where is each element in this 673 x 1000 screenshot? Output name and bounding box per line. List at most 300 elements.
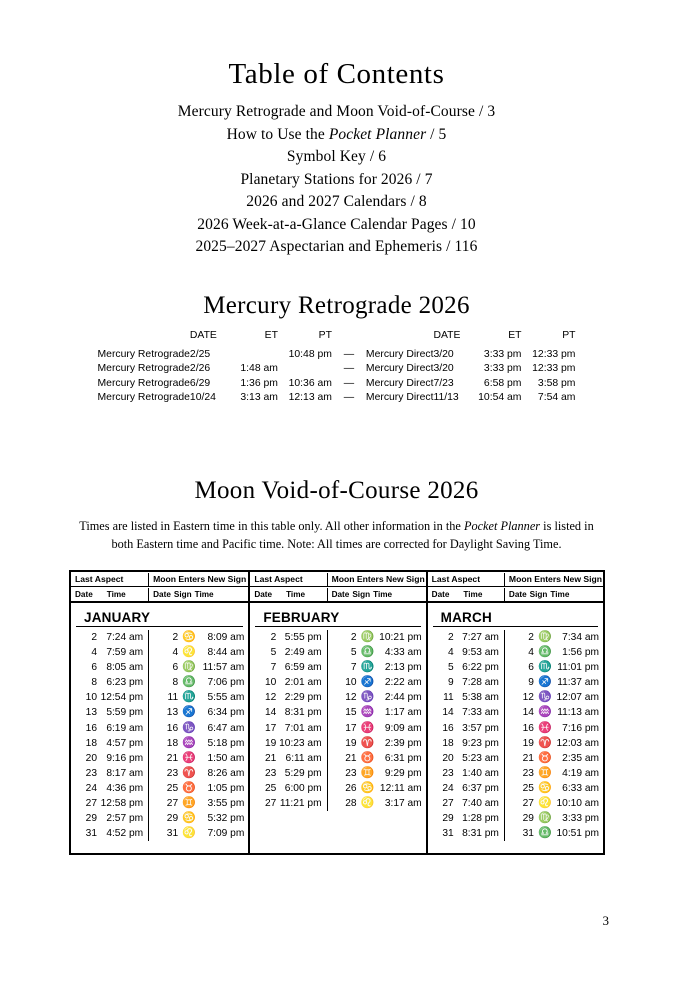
subheader-moon-enters	[504, 588, 603, 601]
moon-enters-day: 21	[522, 752, 534, 764]
last-aspect-cell	[428, 736, 504, 751]
subheader-sign: Sign	[529, 589, 548, 599]
last-aspect-time: 12:58 pm	[100, 798, 144, 810]
moon-enters-time: 2:39 pm	[384, 737, 422, 749]
last-aspect-time: 6:37 pm	[462, 782, 499, 794]
last-aspect-cell	[250, 705, 326, 720]
voc-header-row-sub	[250, 586, 425, 601]
zodiac-sign-icon: ♊	[538, 766, 552, 779]
moon-enters-time: 9:09 am	[384, 722, 422, 734]
moon-enters-cell	[148, 796, 248, 811]
moon-enters-day: 16	[166, 722, 179, 734]
zodiac-sign-icon: ♌	[182, 827, 196, 840]
moon-enters-cell	[327, 781, 426, 796]
month-column-february	[248, 603, 425, 853]
moon-enters-day: 19	[345, 737, 357, 749]
moon-enters-day: 12	[345, 692, 357, 704]
zodiac-sign-icon: ♋	[182, 631, 196, 643]
zodiac-sign-icon: ♍	[538, 812, 552, 825]
moon-enters-time: 11:13 am	[557, 707, 599, 719]
last-aspect-cell	[71, 796, 148, 811]
last-aspect-time: 8:05 am	[106, 662, 144, 674]
direct-date: 7/23	[433, 377, 454, 389]
zodiac-sign-icon: ♑	[360, 691, 375, 704]
zodiac-sign-icon: ♈	[182, 766, 196, 779]
moon-enters-cell	[504, 675, 603, 690]
last-aspect-day: 18	[442, 737, 454, 749]
voc-row	[250, 660, 425, 675]
moon-enters-time: 6:47 am	[207, 722, 245, 734]
last-aspect-time: 8:31 pm	[284, 707, 322, 719]
moon-enters-cell	[148, 630, 248, 645]
zodiac-sign-icon: ♉	[182, 781, 196, 794]
moon-enters-cell	[327, 690, 426, 705]
voc-row	[428, 705, 603, 720]
moon-enters-time: 10:10 am	[556, 798, 599, 810]
subheader-date2: Date	[508, 589, 527, 599]
toc-entry: How to Use the Pocket Planner / 5	[226, 125, 447, 143]
moon-void-intro-text	[0, 517, 673, 553]
last-aspect-cell	[71, 751, 148, 766]
last-aspect-day: 23	[264, 767, 277, 779]
moon-enters-time: 4:19 am	[562, 767, 599, 779]
retrograde-pt: 12:13 am	[288, 392, 332, 404]
voc-row	[428, 690, 603, 705]
header-moon-enters: Moon Enters New Sign	[327, 573, 426, 586]
retrograde-pt	[278, 362, 332, 377]
mercury-retrograde-title: Mercury Retrograde 2026	[203, 292, 470, 319]
retrograde-label: Mercury Retrograde	[97, 392, 190, 404]
last-aspect-time: 1:40 am	[462, 767, 499, 779]
last-aspect-time: 8:17 am	[106, 767, 144, 779]
voc-row	[250, 766, 425, 781]
zodiac-sign-icon: ♌	[182, 646, 196, 659]
header-last-aspect: Last Aspect	[431, 573, 481, 584]
last-aspect-cell	[71, 690, 148, 705]
moon-enters-time: 8:26 am	[207, 767, 245, 779]
moon-enters-time: 6:33 am	[562, 782, 599, 794]
zodiac-sign-icon: ♐	[360, 676, 375, 689]
moon-enters-day: 16	[522, 722, 534, 734]
mercury-retrograde-table	[98, 329, 576, 406]
direct-et: 3:33 pm	[483, 363, 522, 375]
last-aspect-cell	[250, 736, 326, 751]
moon-enters-day: 4	[172, 647, 179, 659]
last-aspect-day: 5	[270, 647, 277, 659]
zodiac-sign-icon: ♋	[360, 781, 375, 794]
moon-enters-cell	[148, 736, 248, 751]
last-aspect-time: 5:38 am	[462, 692, 499, 704]
direct-label: Mercury Direct	[365, 392, 434, 404]
moon-enters-day: 4	[528, 647, 534, 659]
retrograde-et: 1:48 am	[240, 363, 278, 375]
last-aspect-time: 5:55 pm	[284, 632, 322, 643]
moon-enters-day: 2	[350, 632, 357, 643]
retrograde-date: 2/26	[189, 363, 211, 375]
moon-enters-time: 1:56 pm	[562, 647, 599, 659]
subheader-time: Time	[463, 589, 483, 599]
last-aspect-day: 24	[85, 782, 97, 794]
header-et-left: ET	[264, 330, 278, 341]
toc-entry: Planetary Stations for 2026 / 7	[240, 170, 433, 188]
moon-enters-time: 6:34 pm	[207, 707, 245, 719]
voc-row	[71, 721, 248, 736]
zodiac-sign-icon: ♋	[538, 781, 552, 794]
zodiac-sign-icon: ♊	[360, 766, 375, 779]
last-aspect-day: 4	[447, 647, 454, 659]
last-aspect-time: 7:28 am	[462, 677, 499, 689]
zodiac-sign-icon: ♎	[538, 646, 552, 659]
voc-row	[250, 796, 425, 811]
zodiac-sign-icon: ♒	[538, 706, 552, 719]
moon-enters-cell	[327, 736, 426, 751]
moon-enters-day: 2	[172, 632, 179, 643]
toc-entry: Symbol Key / 6	[286, 148, 387, 165]
direct-pt: 12:33 pm	[532, 348, 576, 360]
mercury-retrograde-section	[0, 292, 673, 406]
last-aspect-cell	[250, 675, 326, 690]
last-aspect-time: 3:57 pm	[462, 722, 499, 734]
voc-row	[428, 721, 603, 736]
subheader-time2: Time	[373, 589, 393, 599]
moon-enters-cell	[327, 660, 426, 675]
moon-enters-time: 4:33 am	[384, 647, 422, 659]
subheader-last-aspect	[71, 588, 148, 601]
direct-label: Mercury Direct	[365, 348, 434, 360]
voc-row	[71, 690, 248, 705]
voc-header-row-sub	[428, 586, 603, 601]
subheader-time: Time	[286, 589, 306, 599]
retrograde-date: 6/29	[189, 377, 211, 389]
retrograde-pt: 10:48 pm	[288, 348, 332, 360]
direct-pt: 12:33 pm	[532, 363, 576, 375]
last-aspect-day: 14	[442, 707, 454, 719]
last-aspect-time: 6:59 am	[284, 662, 322, 674]
last-aspect-day: 6	[91, 662, 97, 674]
toc-entry-list	[0, 101, 673, 259]
last-aspect-cell	[71, 721, 148, 736]
moon-enters-cell	[148, 721, 248, 736]
last-aspect-cell	[428, 766, 504, 781]
direct-pt: 3:58 pm	[537, 377, 576, 389]
moon-enters-day: 14	[522, 707, 534, 719]
last-aspect-time: 9:53 am	[462, 647, 499, 659]
moon-enters-day: 17	[345, 722, 357, 734]
moon-enters-time: 11:01 pm	[557, 662, 599, 674]
last-aspect-day: 7	[270, 662, 277, 674]
retrograde-et: 1:36 pm	[240, 377, 278, 389]
moon-enters-cell	[327, 675, 426, 690]
zodiac-sign-icon: ♊	[182, 797, 196, 810]
last-aspect-day: 16	[442, 722, 454, 734]
moon-enters-time: 12:11 am	[379, 782, 422, 794]
moon-enters-cell	[504, 751, 603, 766]
moon-enters-day: 9	[528, 677, 534, 689]
zodiac-sign-icon: ♑	[182, 721, 196, 734]
voc-row	[71, 645, 248, 660]
voc-row	[71, 811, 248, 826]
moon-enters-time: 7:16 pm	[562, 722, 599, 734]
moon-enters-day: 18	[166, 737, 179, 749]
last-aspect-cell	[71, 645, 148, 660]
last-aspect-time: 5:29 pm	[284, 767, 322, 779]
direct-et: 6:58 pm	[483, 377, 522, 389]
month-rows	[250, 627, 425, 853]
last-aspect-day: 23	[442, 767, 454, 779]
last-aspect-time: 2:57 pm	[106, 813, 144, 825]
range-dash: —	[343, 377, 355, 389]
last-aspect-time: 2:01 am	[284, 677, 322, 689]
subheader-time: Time	[106, 589, 126, 599]
last-aspect-time: 4:36 pm	[106, 782, 144, 794]
last-aspect-cell	[428, 826, 504, 841]
moon-enters-cell	[504, 766, 603, 781]
month-title: MARCH	[433, 603, 598, 627]
last-aspect-day: 23	[85, 767, 97, 779]
moon-enters-time: 12:07 am	[556, 692, 599, 704]
header-last-aspect: Last Aspect	[75, 573, 124, 584]
voc-row	[250, 781, 425, 796]
last-aspect-time: 5:59 pm	[106, 707, 144, 719]
direct-date: 11/13	[433, 392, 459, 404]
last-aspect-cell	[71, 705, 148, 720]
intro-italic-title: Pocket Planner	[463, 519, 541, 533]
moon-enters-day: 15	[345, 707, 357, 719]
last-aspect-time: 7:40 am	[462, 798, 499, 810]
subheader-sign: Sign	[352, 589, 371, 599]
moon-enters-time: 3:33 pm	[562, 813, 599, 825]
subheader-last-aspect	[428, 588, 504, 601]
voc-row	[250, 630, 425, 645]
range-dash: —	[343, 348, 355, 360]
moon-enters-time: 3:55 pm	[207, 798, 245, 810]
moon-enters-cell	[327, 645, 426, 660]
last-aspect-time: 10:23 am	[279, 737, 322, 749]
last-aspect-cell	[250, 796, 326, 811]
voc-body-block	[71, 603, 603, 853]
voc-row	[250, 736, 425, 751]
moon-enters-day: 25	[522, 782, 534, 794]
voc-header-row-sub	[71, 586, 248, 601]
table-row	[98, 348, 576, 363]
moon-enters-cell	[148, 690, 248, 705]
voc-row	[428, 826, 603, 841]
moon-enters-day: 27	[166, 798, 179, 810]
last-aspect-time: 7:59 am	[106, 647, 144, 659]
zodiac-sign-icon: ♒	[182, 736, 196, 749]
moon-enters-time: 2:44 pm	[384, 692, 422, 704]
voc-header-row-top	[250, 572, 425, 586]
zodiac-sign-icon: ♐	[538, 676, 552, 689]
voc-row	[71, 766, 248, 781]
voc-row	[250, 645, 425, 660]
moon-enters-time: 7:06 pm	[207, 677, 245, 689]
zodiac-sign-icon: ♍	[538, 631, 552, 643]
voc-row	[250, 690, 425, 705]
last-aspect-day: 10	[264, 677, 277, 689]
last-aspect-day: 13	[85, 707, 97, 719]
direct-et: 10:54 am	[478, 392, 522, 404]
last-aspect-day: 2	[91, 632, 97, 643]
header-date-right: DATE	[433, 330, 461, 341]
moon-enters-day: 31	[166, 828, 179, 840]
moon-enters-time: 12:03 am	[556, 737, 599, 749]
moon-enters-day: 2	[528, 632, 534, 643]
moon-enters-cell	[504, 630, 603, 645]
moon-void-of-course-section	[0, 477, 673, 553]
last-aspect-day: 19	[264, 737, 277, 749]
last-aspect-time: 2:29 pm	[284, 692, 322, 704]
last-aspect-time: 7:24 am	[106, 632, 144, 643]
subheader-time2: Time	[550, 589, 570, 599]
table-row	[98, 391, 576, 406]
last-aspect-cell	[71, 736, 148, 751]
intro-part-1: Times are listed in Eastern time in this table only. All other information in the	[79, 519, 464, 533]
last-aspect-cell	[71, 811, 148, 826]
toc-entry: Mercury Retrograde and Moon Void-of-Course / 3	[177, 103, 496, 120]
moon-enters-day: 27	[522, 798, 534, 810]
last-aspect-time: 6:22 pm	[462, 662, 499, 674]
moon-enters-cell	[327, 705, 426, 720]
moon-enters-day: 5	[350, 647, 357, 659]
last-aspect-time: 5:23 am	[462, 752, 499, 764]
last-aspect-cell	[428, 751, 504, 766]
header-spacer-2	[366, 329, 434, 348]
moon-enters-time: 7:34 am	[562, 632, 599, 643]
last-aspect-time: 9:23 pm	[462, 737, 499, 749]
voc-row	[71, 796, 248, 811]
moon-enters-cell	[504, 781, 603, 796]
toc-entry: 2025–2027 Aspectarian and Ephemeris / 116	[195, 238, 478, 255]
last-aspect-time: 7:27 am	[462, 632, 499, 643]
toc-title: Table of Contents	[228, 58, 445, 90]
zodiac-sign-icon: ♍	[182, 661, 196, 674]
moon-enters-day: 23	[522, 767, 534, 779]
moon-enters-day: 11	[167, 692, 179, 704]
last-aspect-cell	[428, 721, 504, 736]
subheader-date: Date	[431, 589, 450, 599]
table-header-row	[98, 329, 576, 348]
last-aspect-cell	[250, 751, 326, 766]
last-aspect-cell	[71, 630, 148, 645]
voc-row	[428, 675, 603, 690]
moon-enters-cell	[148, 675, 248, 690]
voc-row	[71, 736, 248, 751]
retrograde-label: Mercury Retrograde	[97, 363, 190, 375]
retrograde-label: Mercury Retrograde	[97, 348, 190, 360]
toc-entry: 2026 Week-at-a-Glance Calendar Pages / 10	[197, 215, 476, 233]
moon-enters-cell	[504, 721, 603, 736]
last-aspect-cell	[71, 675, 148, 690]
moon-enters-time: 1:17 am	[384, 707, 422, 719]
zodiac-sign-icon: ♋	[182, 812, 196, 825]
last-aspect-time: 12:54 pm	[100, 692, 144, 704]
toc-entry: 2026 and 2027 Calendars / 8	[246, 193, 427, 210]
table-row	[98, 377, 576, 392]
moon-enters-time: 7:09 pm	[207, 828, 245, 840]
last-aspect-day: 21	[264, 752, 277, 764]
voc-row	[428, 660, 603, 675]
moon-enters-time: 5:18 pm	[207, 737, 245, 749]
direct-pt: 7:54 am	[537, 392, 576, 404]
last-aspect-time: 8:31 pm	[462, 828, 499, 840]
retrograde-date: 2/25	[189, 348, 211, 360]
voc-header-group	[248, 572, 425, 601]
voc-row	[250, 705, 425, 720]
last-aspect-day: 2	[447, 632, 454, 643]
moon-enters-day: 12	[522, 692, 534, 704]
last-aspect-cell	[428, 690, 504, 705]
moon-enters-time: 6:31 pm	[384, 752, 422, 764]
last-aspect-day: 29	[85, 813, 97, 825]
header-pt-left: PT	[318, 330, 332, 341]
moon-enters-day: 21	[345, 752, 357, 764]
voc-row	[428, 766, 603, 781]
last-aspect-day: 29	[442, 813, 454, 825]
moon-enters-day: 8	[172, 677, 179, 689]
last-aspect-day: 16	[85, 722, 97, 734]
moon-enters-cell	[327, 630, 426, 645]
moon-enters-day: 21	[166, 752, 179, 764]
moon-enters-time: 9:29 pm	[384, 767, 422, 779]
last-aspect-cell	[250, 660, 326, 675]
last-aspect-cell	[250, 645, 326, 660]
mercury-table-head	[98, 329, 576, 348]
moon-enters-time: 10:21 pm	[379, 632, 422, 643]
month-rows	[428, 627, 603, 853]
table-of-contents-section	[0, 58, 673, 259]
moon-void-title: Moon Void-of-Course 2026	[194, 477, 479, 504]
month-title: JANUARY	[76, 603, 243, 627]
last-aspect-day: 27	[442, 798, 454, 810]
moon-enters-day: 7	[350, 662, 357, 674]
voc-row	[71, 781, 248, 796]
last-aspect-day: 12	[264, 692, 277, 704]
moon-enters-time: 2:35 am	[562, 752, 599, 764]
zodiac-sign-icon: ♏	[360, 661, 375, 674]
voc-row	[428, 781, 603, 796]
moon-enters-day: 28	[345, 798, 357, 810]
last-aspect-day: 31	[85, 828, 97, 840]
voc-row	[428, 811, 603, 826]
voc-row	[71, 660, 248, 675]
zodiac-sign-icon: ♉	[360, 751, 375, 764]
last-aspect-day: 11	[443, 692, 454, 704]
voc-row	[71, 630, 248, 645]
voc-row	[428, 736, 603, 751]
retrograde-date: 10/24	[189, 392, 216, 404]
moon-enters-cell	[148, 705, 248, 720]
direct-et: 3:33 pm	[483, 348, 522, 360]
moon-enters-cell	[504, 645, 603, 660]
subheader-last-aspect	[250, 588, 326, 601]
last-aspect-cell	[428, 781, 504, 796]
moon-enters-time: 8:44 am	[207, 647, 245, 659]
moon-enters-day: 19	[522, 737, 534, 749]
moon-enters-time: 2:13 pm	[384, 662, 422, 674]
last-aspect-cell	[428, 645, 504, 660]
table-row	[98, 362, 576, 377]
last-aspect-time: 6:23 pm	[106, 677, 144, 689]
voc-row	[250, 751, 425, 766]
voc-row	[71, 826, 248, 841]
moon-enters-day: 6	[172, 662, 179, 674]
last-aspect-day: 20	[442, 752, 454, 764]
subheader-date2: Date	[331, 589, 350, 599]
month-title: FEBRUARY	[255, 603, 420, 627]
zodiac-sign-icon: ♒	[360, 706, 375, 719]
void-of-course-table	[69, 570, 605, 855]
